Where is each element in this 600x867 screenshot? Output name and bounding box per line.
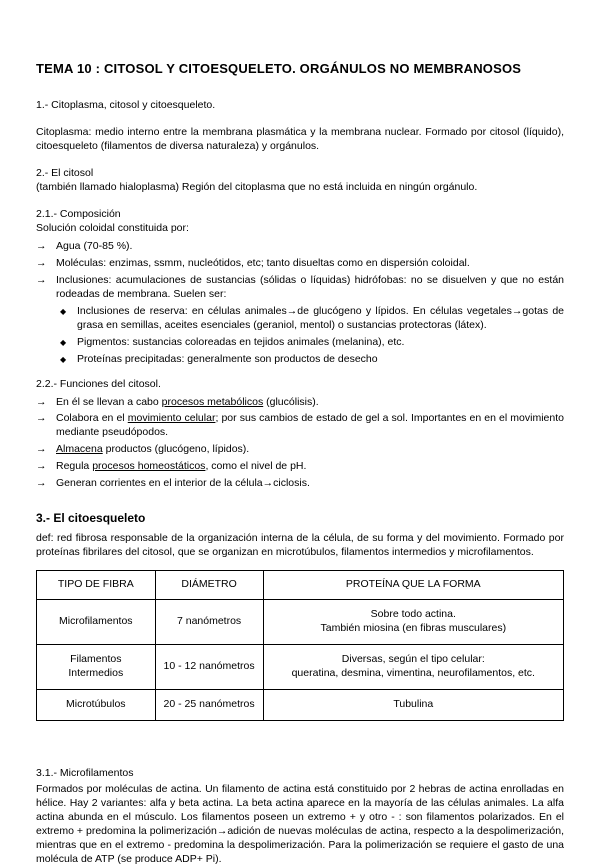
- cell-diametro: 7 nanómetros: [155, 600, 263, 645]
- text-run: (glucólisis).: [263, 395, 319, 408]
- section-2: [36, 167, 564, 195]
- section-2-2-heading: 2.2.- Funciones del citosol.: [36, 377, 161, 390]
- list-item: [36, 396, 564, 410]
- cell-proteina-line2: También miosina (en fibras musculares): [320, 622, 507, 635]
- cell-proteina-line2: queratina, desmina, vimentina, neurofilamentos, etc.: [291, 666, 535, 679]
- diamond-icon: ◆: [60, 306, 67, 316]
- section-1-heading: 1.- Citoplasma, citosol y citoesqueleto.: [36, 99, 216, 112]
- list-item-text: Inclusiones: acumulaciones de sustancias (sólidas o líquidas) hidrófobas: no se disuelven y que no están rodeadas de membrana. Suelen ser:: [56, 273, 564, 300]
- section-2-1: [36, 208, 564, 236]
- list-item: [36, 412, 564, 440]
- functions-list: [36, 396, 564, 492]
- underlined-text: procesos homeostáticos: [92, 460, 206, 473]
- arrow-icon: →: [36, 273, 47, 286]
- text-run: productos (glucógeno, lípidos).: [102, 443, 250, 456]
- text-run: Regula: [56, 460, 93, 473]
- arrow-icon: →: [36, 256, 47, 269]
- composition-list: [36, 240, 564, 367]
- list-item-text: Agua (70-85 %).: [56, 239, 133, 252]
- sublist-item: [60, 336, 564, 350]
- cell-diametro: 10 - 12 nanómetros: [155, 644, 263, 689]
- underlined-text: procesos metabólicos: [161, 395, 264, 408]
- sublist-item-text: Inclusiones de reserva: en células animales→de glucógeno y lípidos. En células vegetales→gotas de grasa en semillas, aceites esenciales (geraniol, mentol) o sustancias protectoras (látex).: [77, 304, 564, 331]
- text-run: ; por sus cambios de estado de gel a sol. Importantes en en el movimiento mediante pseudópodos.: [56, 412, 564, 439]
- arrow-icon: →: [36, 477, 47, 490]
- cell-proteina: [263, 644, 563, 689]
- text-run: En él se llevan a cabo: [56, 395, 162, 408]
- underlined-text: Almacena: [56, 443, 103, 456]
- document-title: TEMA 10 : CITOSOL Y CITOESQUELETO. ORGÁNULOS NO MEMBRANOSOS: [36, 61, 522, 76]
- list-item: [36, 274, 564, 302]
- list-item-text: [56, 443, 564, 457]
- list-item: [36, 257, 564, 271]
- inclusions-sublist: [60, 305, 564, 367]
- text-run: , como el nivel de pH.: [205, 460, 307, 473]
- table-row-microfilamentos: [37, 600, 564, 645]
- list-item-text: [56, 477, 564, 491]
- list-item: [36, 240, 564, 254]
- underlined-text: movimiento celular: [127, 412, 216, 425]
- section-3-1-paragraph: Formados por moléculas de actina. Un filamento de actina está constituido por 2 hebras de actina enrolladas en hélice. Hay 2 variantes: alfa y beta actina. La beta actina aparece en la mayoría de las células animales. La alfa actina abunda en el músculo. Los filamentos poseen un extremo + y otro - : son filamentos polarizados. En el extremo + predomina la polimerización→adición de nuevas moléculas de actina, respecto a la despolimerización, mientras que en el extremo - predomina la despolimerización. Para la polimerización se requiere el gasto de una molécula de ATP (se produce ADP+ Pi).: [36, 782, 564, 865]
- section-2-heading: 2.- El citosol: [36, 167, 94, 180]
- cell-proteina: [263, 600, 563, 645]
- sublist-item: [60, 305, 564, 333]
- text-run: Generan corrientes en el interior de la célula→ciclosis.: [56, 477, 310, 490]
- col-header-tipo-de-fibra: TIPO DE FIBRA: [37, 571, 156, 600]
- cell-fibra: Filamentos Intermedios: [37, 644, 156, 689]
- arrow-icon: →: [36, 412, 47, 425]
- sublist-item-text: Proteínas precipitadas: generalmente son productos de desecho: [77, 352, 378, 365]
- section-2-paragraph: (también llamado hialoplasma) Región del citoplasma que no está incluida en ningún orgánulo.: [36, 181, 478, 194]
- section-3-1-heading: 3.1.- Microfilamentos: [36, 766, 134, 779]
- col-header-proteina: PROTEÍNA QUE LA FORMA: [263, 571, 563, 600]
- section-2-1-heading: 2.1.- Composición: [36, 208, 121, 221]
- cell-proteina-line1: Tubulina: [393, 697, 434, 710]
- section-3-heading: 3.- El citoesqueleto: [36, 511, 146, 526]
- section-3-paragraph: def: red fibrosa responsable de la organización interna de la célula, de su forma y del movimiento. Formado por proteínas fibrilares del citosol, que se organizan en microtúbulos, filamentos intermedios y microfilamentos.: [36, 532, 564, 559]
- arrow-icon: →: [36, 460, 47, 473]
- table-row-filamentos-intermedios: [37, 644, 564, 689]
- section-1-paragraph: Citoplasma: medio interno entre la membrana plasmática y la membrana nuclear. Formado por citosol (líquido), citoesqueleto (filamentos de diversa naturaleza) y orgánulos.: [36, 126, 564, 153]
- cell-proteina: [263, 689, 563, 720]
- sublist-item-text: Pigmentos: sustancias coloreadas en tejidos animales (melanina), etc.: [77, 335, 405, 348]
- list-item-text: [56, 412, 564, 440]
- col-header-diametro: DIÁMETRO: [155, 571, 263, 600]
- sublist-item: [60, 353, 564, 367]
- list-item: [36, 443, 564, 457]
- arrow-icon: →: [36, 443, 47, 456]
- cell-fibra: Microfilamentos: [37, 600, 156, 645]
- list-item-text: [56, 460, 564, 474]
- cell-proteina-line1: Sobre todo actina.: [370, 608, 456, 621]
- section-2-1-intro: Solución coloidal constituida por:: [36, 222, 189, 234]
- list-item: [36, 460, 564, 474]
- diamond-icon: ◆: [60, 354, 67, 364]
- list-item: [36, 477, 564, 491]
- arrow-icon: →: [36, 395, 47, 408]
- fiber-types-table: [36, 570, 564, 721]
- table-header-row: [37, 571, 564, 600]
- arrow-icon: →: [36, 239, 47, 252]
- list-item-text: Moléculas: enzimas, ssmm, nucleótidos, etc; tanto disueltas como en dispersión coloidal.: [56, 256, 470, 269]
- table-row-microtubulos: [37, 689, 564, 720]
- cell-fibra: Microtúbulos: [37, 689, 156, 720]
- list-item-text: [56, 396, 564, 410]
- cell-diametro: 20 - 25 nanómetros: [155, 689, 263, 720]
- cell-proteina-line1: Diversas, según el tipo celular:: [341, 652, 485, 665]
- diamond-icon: ◆: [60, 337, 67, 347]
- text-run: Colabora en el: [56, 412, 128, 425]
